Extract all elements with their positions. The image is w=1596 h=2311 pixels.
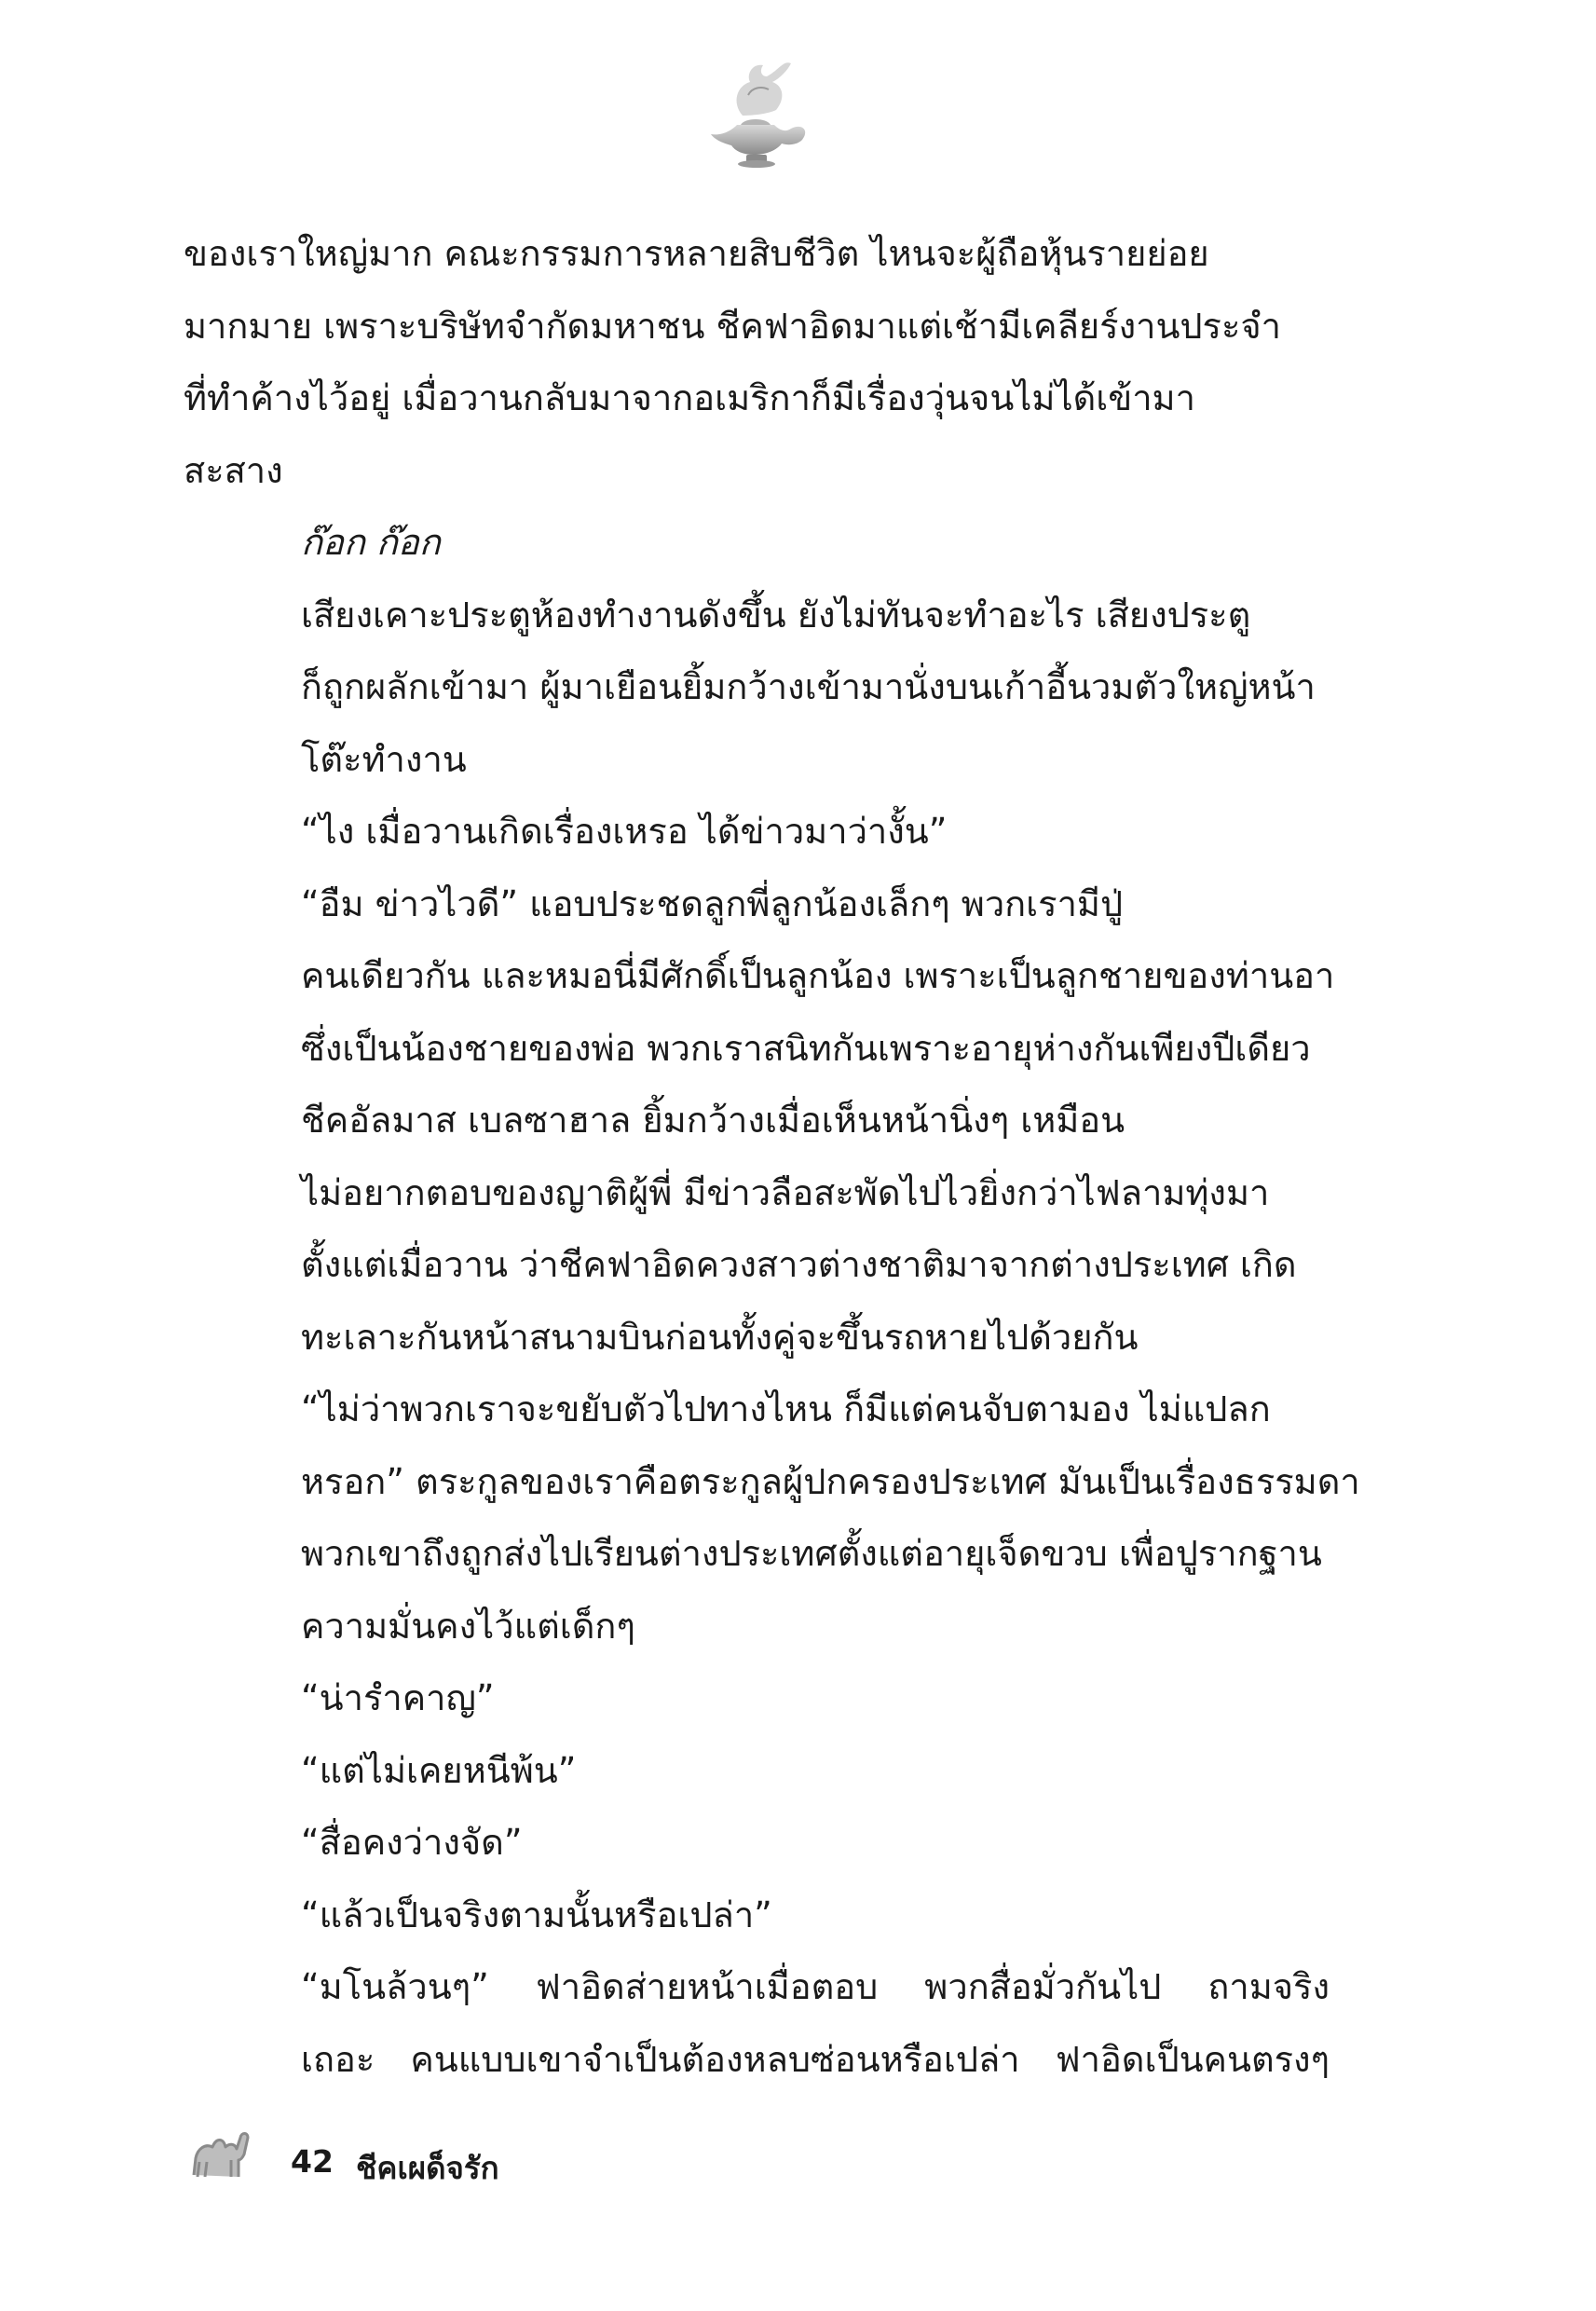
text-line: สะสาง	[184, 449, 283, 491]
paragraph	[184, 580, 1330, 797]
dialogue	[184, 1880, 1330, 1952]
text-line: ทะเลาะกันหน้าสนามบินก่อนทั้งคู่จะขึ้นรถหายไปด้วยกัน	[301, 1316, 1139, 1358]
text-line: “แล้วเป็นจริงตามนั้นหรือเปล่า”	[301, 1894, 772, 1935]
text-line: หรอก” ตระกูลของเราคือตระกูลผู้ปกครองประเทศ มันเป็นเรื่องธรรมดา	[301, 1460, 1360, 1502]
text-line: โต๊ะทำงาน	[301, 738, 467, 780]
text-line: มากมาย เพราะบริษัทจำกัดมหาชน ชีคฟาอิดมาแต่เช้ามีเคลียร์งานประจำ	[184, 305, 1281, 347]
paragraph	[184, 1374, 1360, 1662]
text-line: “มโนล้วนๆ” ฟาอิดส่ายหน้าเมื่อตอบ พวกสื่อมั่วกันไป ถามจริง	[301, 1966, 1330, 2007]
dialogue	[184, 1662, 1330, 1735]
dialogue	[184, 796, 1330, 868]
page-body	[184, 218, 1360, 2096]
text-line: ตั้งแต่เมื่อวาน ว่าชีคฟาอิดควงสาวต่างชาติมาจากต่างประเทศ เกิด	[301, 1244, 1297, 1285]
paragraph	[184, 868, 1335, 1086]
paragraph	[184, 1085, 1330, 1374]
text-line: ที่ทำค้างไว้อยู่ เมื่อวานกลับมาจากอเมริกาก็มีเรื่องวุ่นจนไม่ได้เข้ามา	[184, 377, 1195, 418]
text-line: เสียงเคาะประตูห้องทำงานดังขึ้น ยังไม่ทันจะทำอะไร เสียงประตู	[301, 594, 1251, 636]
sound-effect	[184, 507, 1330, 580]
camel-icon	[188, 2126, 252, 2182]
dialogue	[184, 1807, 1330, 1880]
text-line: “น่ารำคาญ”	[301, 1677, 495, 1718]
text-line: เถอะ คนแบบเขาจำเป็นต้องหลบซ่อนหรือเปล่า ฟาอิดเป็นคนตรงๆ	[301, 2038, 1330, 2080]
text-line: คนเดียวกัน และหมอนี่มีศักดิ์เป็นลูกน้อง เพราะเป็นลูกชายของท่านอา	[301, 955, 1335, 996]
text-line: ของเราใหญ่มาก คณะกรรมการหลายสิบชีวิต ไหนจะผู้ถือหุ้นรายย่อย	[184, 233, 1209, 274]
text-line: ก๊อก ก๊อก	[301, 522, 441, 563]
text-line: ไม่อยากตอบของญาติผู้พี่ มีข่าวลือสะพัดไปไวยิ่งกว่าไฟลามทุ่งมา	[301, 1171, 1270, 1213]
text-line: “แต่ไม่เคยหนีพ้น”	[301, 1749, 577, 1791]
text-line: “ไง เมื่อวานเกิดเรื่องเหรอ ได้ข่าวมาว่างั้น”	[301, 811, 948, 852]
paragraph	[184, 218, 1330, 507]
text-line: พวกเขาถึงถูกส่งไปเรียนต่างประเทศตั้งแต่อายุเจ็ดขวบ เพื่อปูรากฐาน	[301, 1533, 1322, 1574]
book-title: ชีคเผด็จรัก	[356, 2150, 499, 2186]
text-line: ก็ถูกผลักเข้ามา ผู้มาเยือนยิ้มกว้างเข้ามานั่งบนเก้าอี้นวมตัวใหญ่หน้า	[301, 666, 1316, 707]
page-number: 42	[291, 2143, 334, 2180]
text-line: ชีคอัลมาส เบลซาฮาล ยิ้มกว้างเมื่อเห็นหน้านิ่งๆ เหมือน	[301, 1100, 1125, 1141]
page-footer	[188, 2126, 840, 2186]
paragraph	[184, 1951, 1330, 2096]
dialogue	[184, 1735, 1330, 1808]
text-line: “สื่อคงว่างจัด”	[301, 1822, 523, 1863]
text-line: “อืม ข่าวไวดี” แอบประชดลูกพี่ลูกน้องเล็กๆ พวกเรามีปู่	[301, 882, 1124, 924]
text-line: “ไม่ว่าพวกเราจะขยับตัวไปทางไหน ก็มีแต่คนจับตามอง ไม่แปลก	[301, 1388, 1271, 1429]
text-line: ซึ่งเป็นน้องชายของพ่อ พวกเราสนิทกันเพราะอายุห่างกันเพียงปีเดียว	[301, 1027, 1311, 1069]
genie-lamp-icon	[694, 58, 815, 170]
text-line: ความมั่นคงไว้แต่เด็กๆ	[301, 1605, 635, 1647]
